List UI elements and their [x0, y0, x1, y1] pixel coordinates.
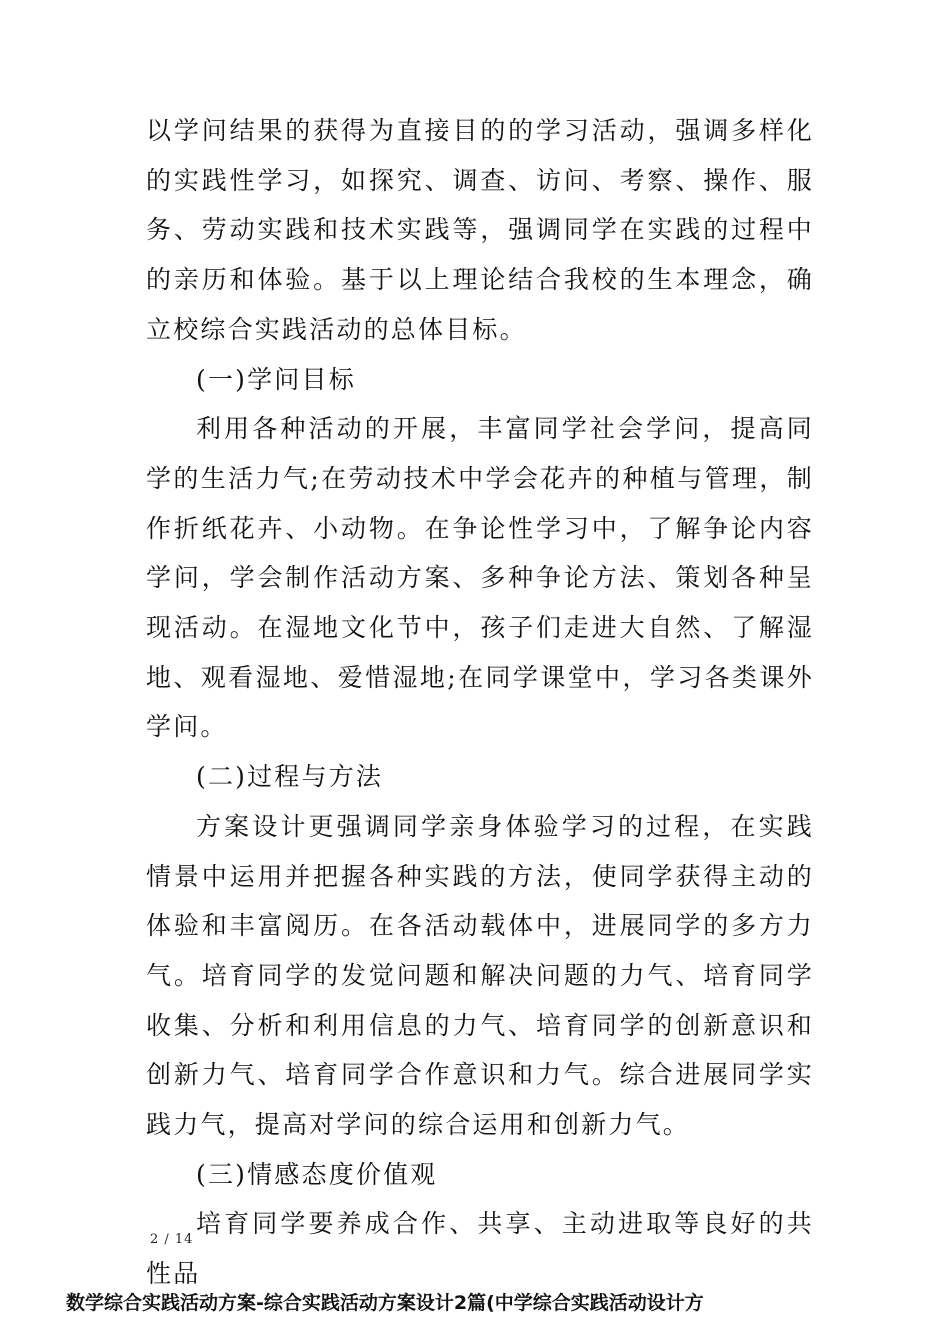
page-number: 2 / 14: [150, 1232, 194, 1247]
footer-title: 数学综合实践活动方案-综合实践活动方案设计2篇(中学综合实践活动设计方: [66, 1292, 704, 1314]
document-body: [146, 106, 814, 1299]
section-heading-knowledge: (一)学问目标: [196, 364, 356, 394]
paragraph-knowledge: 利用各种活动的开展，丰富同学社会学问，提高同学的生活力气;在劳动技术中学会花卉的种植与管理，制作折纸花卉、小动物。在争论性学习中，了解争论内容学问，学会制作活动方案、多种争论方法、策划各种呈现活动。在湿地文化节中，孩子们走进大自然、了解湿地、观看湿地、爱惜湿地;在同学课堂中，学习各类课外学问。: [146, 414, 814, 742]
paragraph-values: 培育同学要养成合作、共享、主动进取等良好的共性品: [146, 1209, 814, 1289]
section-heading-values: (三)情感态度价值观: [196, 1159, 438, 1189]
paragraph-process: 方案设计更强调同学亲身体验学习的过程，在实践情景中运用并把握各种实践的方法，使同学获得主动的体验和丰富阅历。在各活动载体中，进展同学的多方力气。培育同学的发觉问题和解决问题的力气、培育同学收集、分析和利用信息的力气、培育同学的创新意识和创新力气、培育同学合作意识和力气。综合进展同学实践力气，提高对学问的综合运用和创新力气。: [146, 811, 814, 1140]
paragraph-intro: 以学问结果的获得为直接目的的学习活动，强调多样化的实践性学习，如探究、调查、访问、考察、操作、服务、劳动实践和技术实践等，强调同学在实践的过程中的亲历和体验。基于以上理论结合我校的生本理念，确立校综合实践活动的总体目标。: [146, 116, 814, 344]
section-heading-process: (二)过程与方法: [196, 762, 384, 792]
